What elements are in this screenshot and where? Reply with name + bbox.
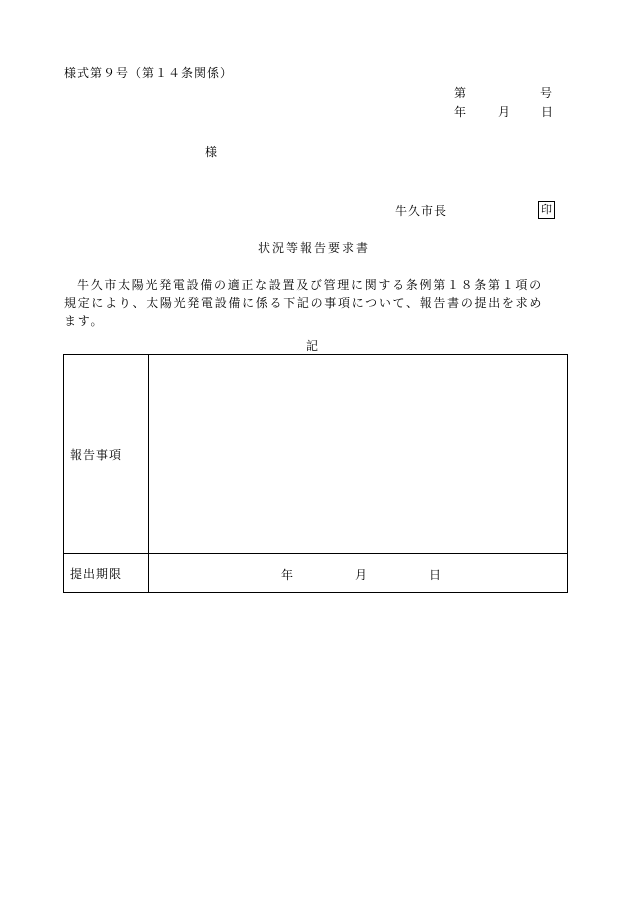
form-label: 様式第９号（第１４条関係） — [64, 66, 234, 80]
deadline-value — [149, 554, 568, 593]
body-paragraph — [64, 276, 554, 330]
document-title: 状況等報告要求書 — [258, 241, 371, 255]
deadline-day: 日 — [429, 568, 443, 582]
document-number-prefix: 第 — [454, 86, 468, 100]
body-paragraph-text: 牛久市太陽光発電設備の適正な設置及び管理に関する条例第１８条第１項の規定により、太陽光発電設備に係る下記の事項について、報告書の提出を求めます。 — [64, 278, 544, 328]
deadline-year: 年 — [281, 568, 295, 582]
issue-date-year: 年 — [454, 105, 468, 119]
document-number-suffix: 号 — [540, 86, 554, 100]
report-items-label: 報告事項 — [64, 355, 149, 554]
issue-date-month: 月 — [498, 105, 512, 119]
deadline-month: 月 — [355, 568, 369, 582]
report-table — [63, 354, 568, 593]
report-items-row — [64, 355, 568, 554]
issue-date-day: 日 — [541, 105, 555, 119]
ki-heading: 記 — [306, 339, 320, 353]
deadline-label: 提出期限 — [64, 554, 149, 593]
addressee-honorific: 様 — [205, 145, 219, 159]
deadline-row — [64, 554, 568, 593]
seal-mark: 印 — [538, 201, 555, 219]
issuer-name: 牛久市長 — [395, 204, 448, 218]
report-items-value — [149, 355, 568, 554]
